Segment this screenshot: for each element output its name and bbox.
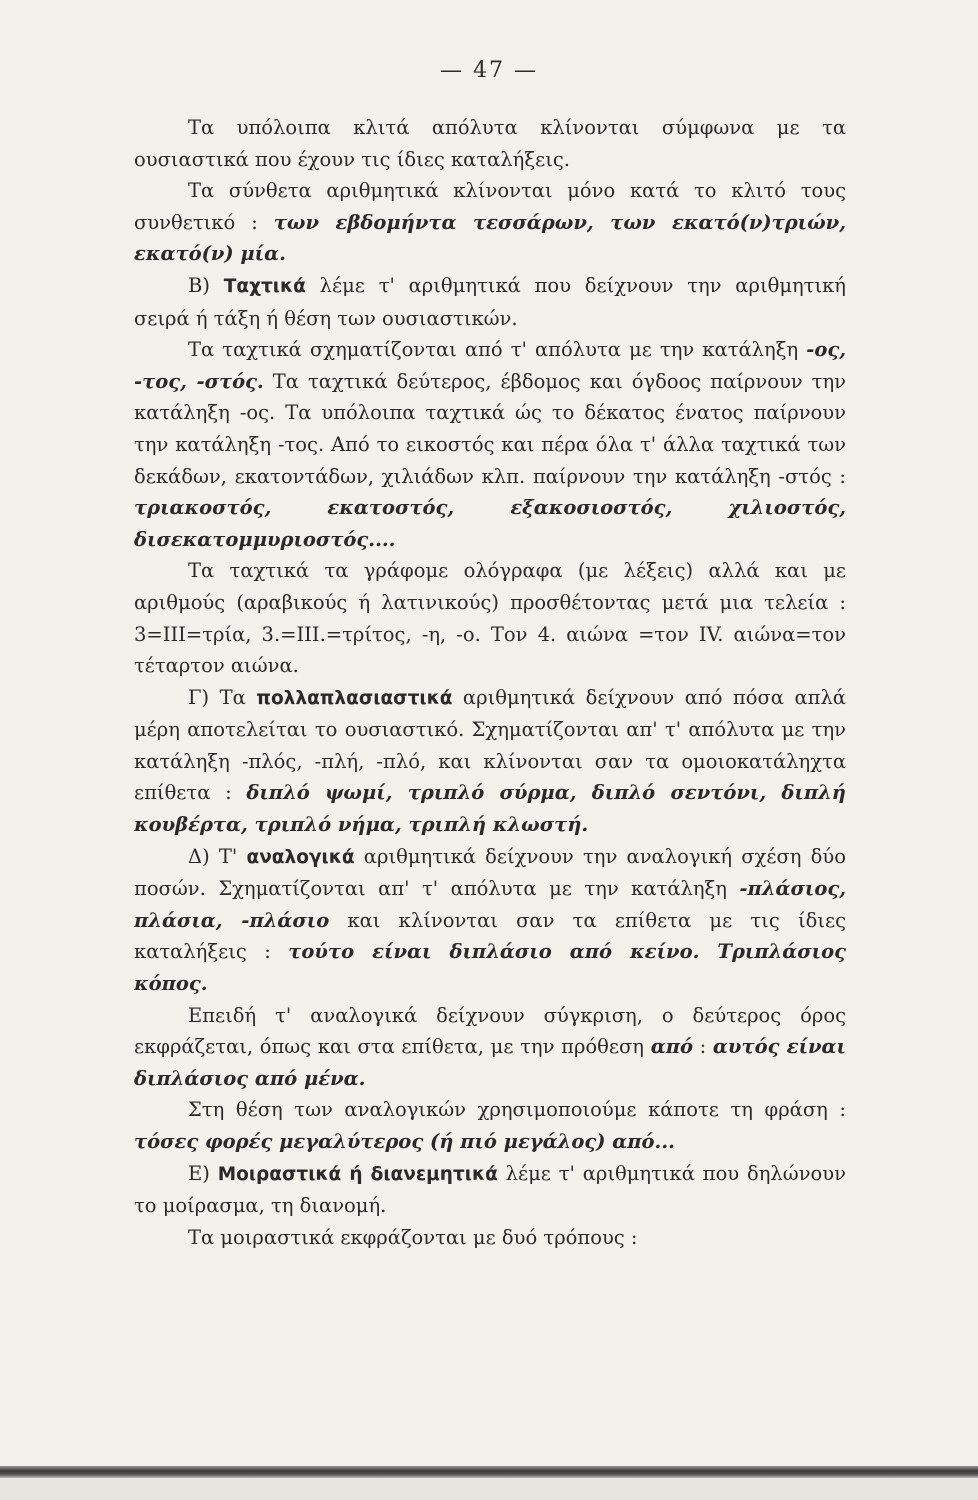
paragraph — [134, 1000, 846, 1095]
body-text: αριθμητικά δείχνουν από πόσα απλά μέρη αποτελείται το ουσιαστικό. Σχηματίζονται απ' τ' απόλυτα με την κατάληξη -πλός, -πλή, -πλό, και κλίνονται σαν τα ομοιοκατάληχτα επίθετα : — [134, 685, 846, 805]
page-margin-bottom — [0, 1478, 978, 1500]
body-text: : — [692, 1035, 713, 1059]
body-text: Τα ταχτικά δεύτερος, έβδομος και όγδοος παίρνουν την κατάληξη -ος. Τα υπόλοιπα ταχτικά ώς το δέκατος ένατος παίρνουν την κατάληξη -τος. Από το εικοστός και πέρα όλα τ' άλλα ταχτικά των δεκάδων, εκατοντάδων, χιλιάδων κλπ. παίρνουν την κατάληξη -στός : — [134, 369, 847, 488]
paragraph — [134, 841, 846, 1000]
page-number: — 47 — — [440, 58, 538, 83]
paragraph — [134, 175, 846, 270]
body-text: και κλίνονται σαν τα επίθετα με τις ίδιες καταλήξεις : — [134, 908, 847, 964]
example-text: από — [650, 1035, 693, 1059]
example-text: τριακοστός, εκατοστός, εξακοσιοστός, χιλιοστός, δισεκατομμυριοστός.... — [134, 496, 846, 551]
paragraph — [134, 270, 846, 334]
term-heading: πολλαπλασιαστικά — [256, 687, 453, 709]
example-text: των εβδομήντα τεσσάρων, των εκατό(ν)τριών, εκατό(ν) μία. — [134, 210, 846, 266]
body-text: αριθμητικά δείχνουν την αναλογική σχέση δύο ποσών. Σχηματίζονται απ' τ' απόλυτα με την κατάληξη — [134, 844, 846, 901]
paragraph — [134, 1094, 846, 1157]
example-text: αυτός είναι διπλάσιος από μένα. — [134, 1035, 846, 1090]
body-text: λέμε τ' αριθμητικά που δηλώνουν το μοίρασμα, τη διανομή. — [134, 1161, 846, 1218]
example-text: τόσες φορές μεγαλύτερος (ή πιό μεγάλος) από... — [134, 1130, 675, 1153]
body-text: λέμε τ' αριθμητικά που δείχνουν την αριθμητική σειρά ή τάξη ή θέση των ουσιαστικών. — [134, 273, 846, 330]
paragraph — [134, 112, 846, 175]
example-text: -πλάσιος, πλάσια, -πλάσιο — [134, 877, 846, 932]
term-heading: Μοιραστικά ή διανεμητικά — [217, 1163, 498, 1185]
paragraph — [134, 682, 846, 841]
paragraph — [134, 1158, 846, 1222]
body-text: Επειδή τ' αναλογικά δείχνουν σύγκριση, ο δεύτερος όρος εκφράζεται, όπως και στα επίθετα, με την πρόθεση — [134, 1003, 846, 1059]
body-text: Γ) Τα — [188, 685, 257, 709]
body-text: Β) — [188, 273, 224, 297]
example-text: τούτο είναι διπλάσιο από κείνο. Τριπλάσιος κόπος. — [134, 940, 846, 996]
body-text: Τα υπόλοιπα κλιτά απόλυτα κλίνονται σύμφωνα με τα ουσιαστικά που έχουν τις ίδιες καταλήξεις. — [134, 116, 846, 171]
paragraph — [134, 555, 846, 681]
body-text: Ε) — [188, 1161, 218, 1185]
body-text: Τα σύνθετα αριθμητικά κλίνονται μόνο κατά το κλιτό τους συνθετικό : — [134, 179, 846, 234]
body-text: Τα ταχτικά τα γράφομε ολόγραφα (με λέξεις) αλλά και με αριθμούς (αραβικούς ή λατινικούς) προσθέτοντας μετά μια τελεία : 3=ΙΙΙ=τρία, 3.=ΙΙΙ.=τρίτος, -η, -ο. Τον 4. αιώνα =τον IV. αιώνα=τον τέταρτον αιώνα. — [134, 559, 846, 678]
paragraph — [134, 1222, 846, 1254]
body-text: Τα μοιραστικά εκφράζονται με δυό τρόπους : — [188, 1225, 638, 1249]
paragraph — [134, 334, 846, 555]
scan-edge — [0, 1466, 978, 1478]
example-text: -ος, -τος, -στός. — [134, 338, 846, 393]
term-heading: Ταχτικά — [223, 275, 306, 297]
term-heading: αναλογικά — [246, 846, 355, 868]
example-text: διπλό ψωμί, τριπλό σύρμα, διπλό σεντόνι, διπλή κουβέρτα, τριπλό νήμα, τριπλή κλωστή. — [134, 781, 846, 837]
body-text: Στη θέση των αναλογικών χρησιμοποιούμε κάποτε τη φράση : — [188, 1098, 846, 1122]
body-text: Τα ταχτικά σχηματίζονται από τ' απόλυτα με την κατάληξη — [188, 338, 807, 362]
text-body — [134, 112, 846, 1253]
body-text: Δ) Τ' — [188, 844, 247, 868]
